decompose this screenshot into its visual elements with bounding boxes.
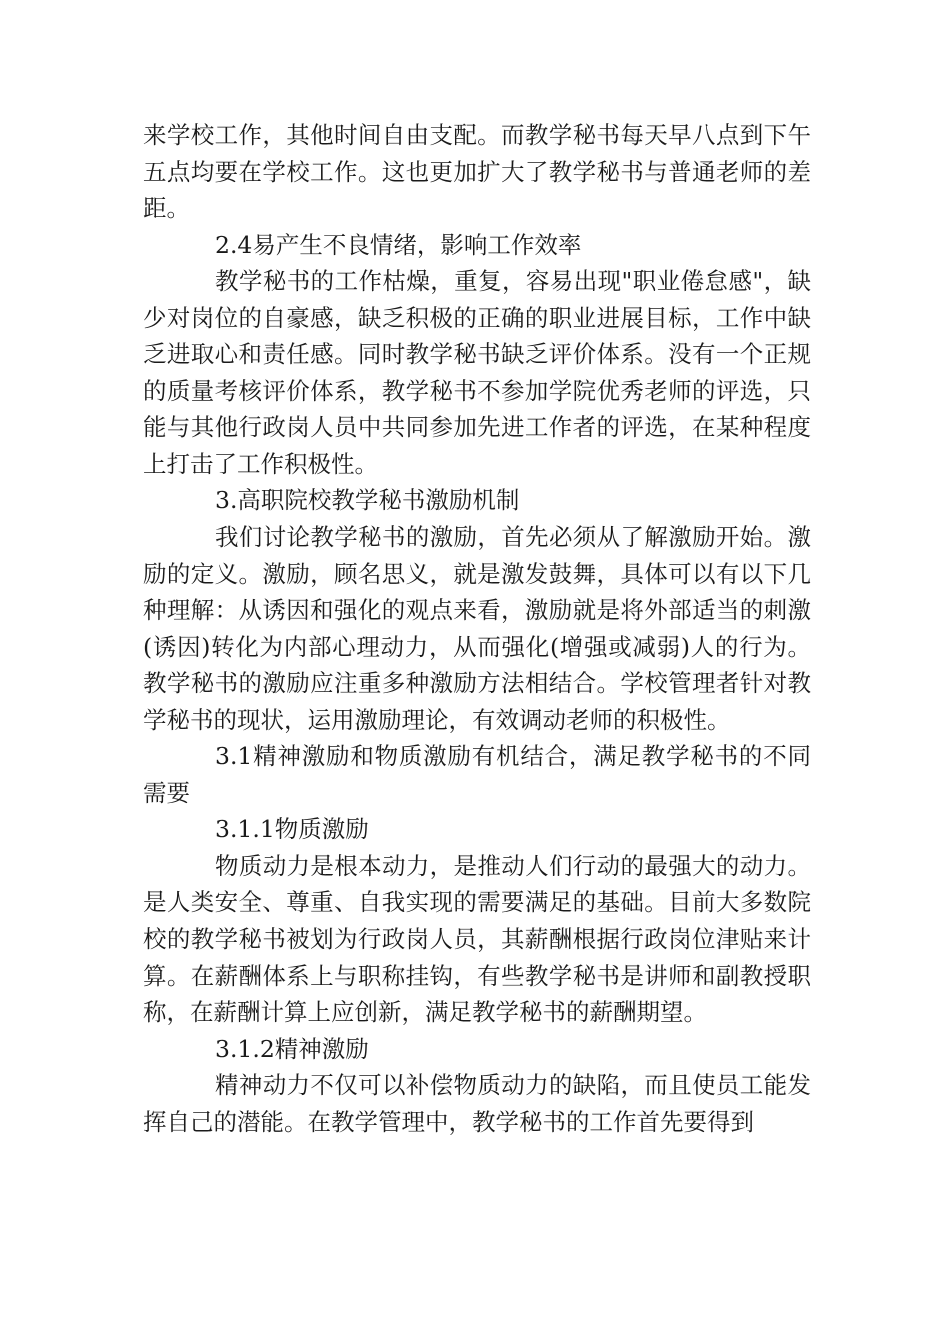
section-heading-2-4: 2.4易产生不良情绪，影响工作效率 <box>215 230 582 259</box>
section-heading-3-1-2: 3.1.2精神激励 <box>215 1034 369 1063</box>
section-heading-3-1: 3.1精神激励和物质激励有机结合，满足教学秘书的不同需要 <box>143 742 811 807</box>
section-heading-3: 3.高职院校教学秘书激励机制 <box>215 486 520 515</box>
paragraph-continuation: 来学校工作，其他时间自由支配。而教学秘书每天早八点到下午五点均要在学校工作。这也更加扩大了教学秘书与普通老师的差距。 <box>143 121 811 223</box>
document-body <box>143 117 811 1140</box>
paragraph-2-4-body: 教学秘书的工作枯燥，重复，容易出现"职业倦怠感"，缺少对岗位的自豪感，缺乏积极的正确的职业进展目标，工作中缺乏进取心和责任感。同时教学秘书缺乏评价体系。没有一个正规的质量考核评价体系，教学秘书不参加学院优秀老师的评选，只能与其他行政岗人员中共同参加先进工作者的评选，在某种程度上打击了工作积极性。 <box>143 267 811 478</box>
paragraph-3-body: 我们讨论教学秘书的激励，首先必须从了解激励开始。激励的定义。激励，顾名思义，就是激发鼓舞，具体可以有以下几种理解：从诱因和强化的观点来看，激励就是将外部适当的刺激(诱因)转化为内部心理动力，从而强化(增强或减弱)人的行为。教学秘书的激励应注重多种激励方法相结合。学校管理者针对教学秘书的现状，运用激励理论，有效调动老师的积极性。 <box>143 523 811 734</box>
paragraph-3-1-1-body: 物质动力是根本动力，是推动人们行动的最强大的动力。是人类安全、尊重、自我实现的需要满足的基础。目前大多数院校的教学秘书被划为行政岗人员，其薪酬根据行政岗位津贴来计算。在薪酬体系上与职称挂钩，有些教学秘书是讲师和副教授职称，在薪酬计算上应创新，满足教学秘书的薪酬期望。 <box>143 851 811 1027</box>
section-heading-3-1-1: 3.1.1物质激励 <box>215 815 369 844</box>
paragraph-3-1-2-body: 精神动力不仅可以补偿物质动力的缺陷，而且使员工能发挥自己的潜能。在教学管理中，教学秘书的工作首先要得到 <box>143 1071 811 1136</box>
